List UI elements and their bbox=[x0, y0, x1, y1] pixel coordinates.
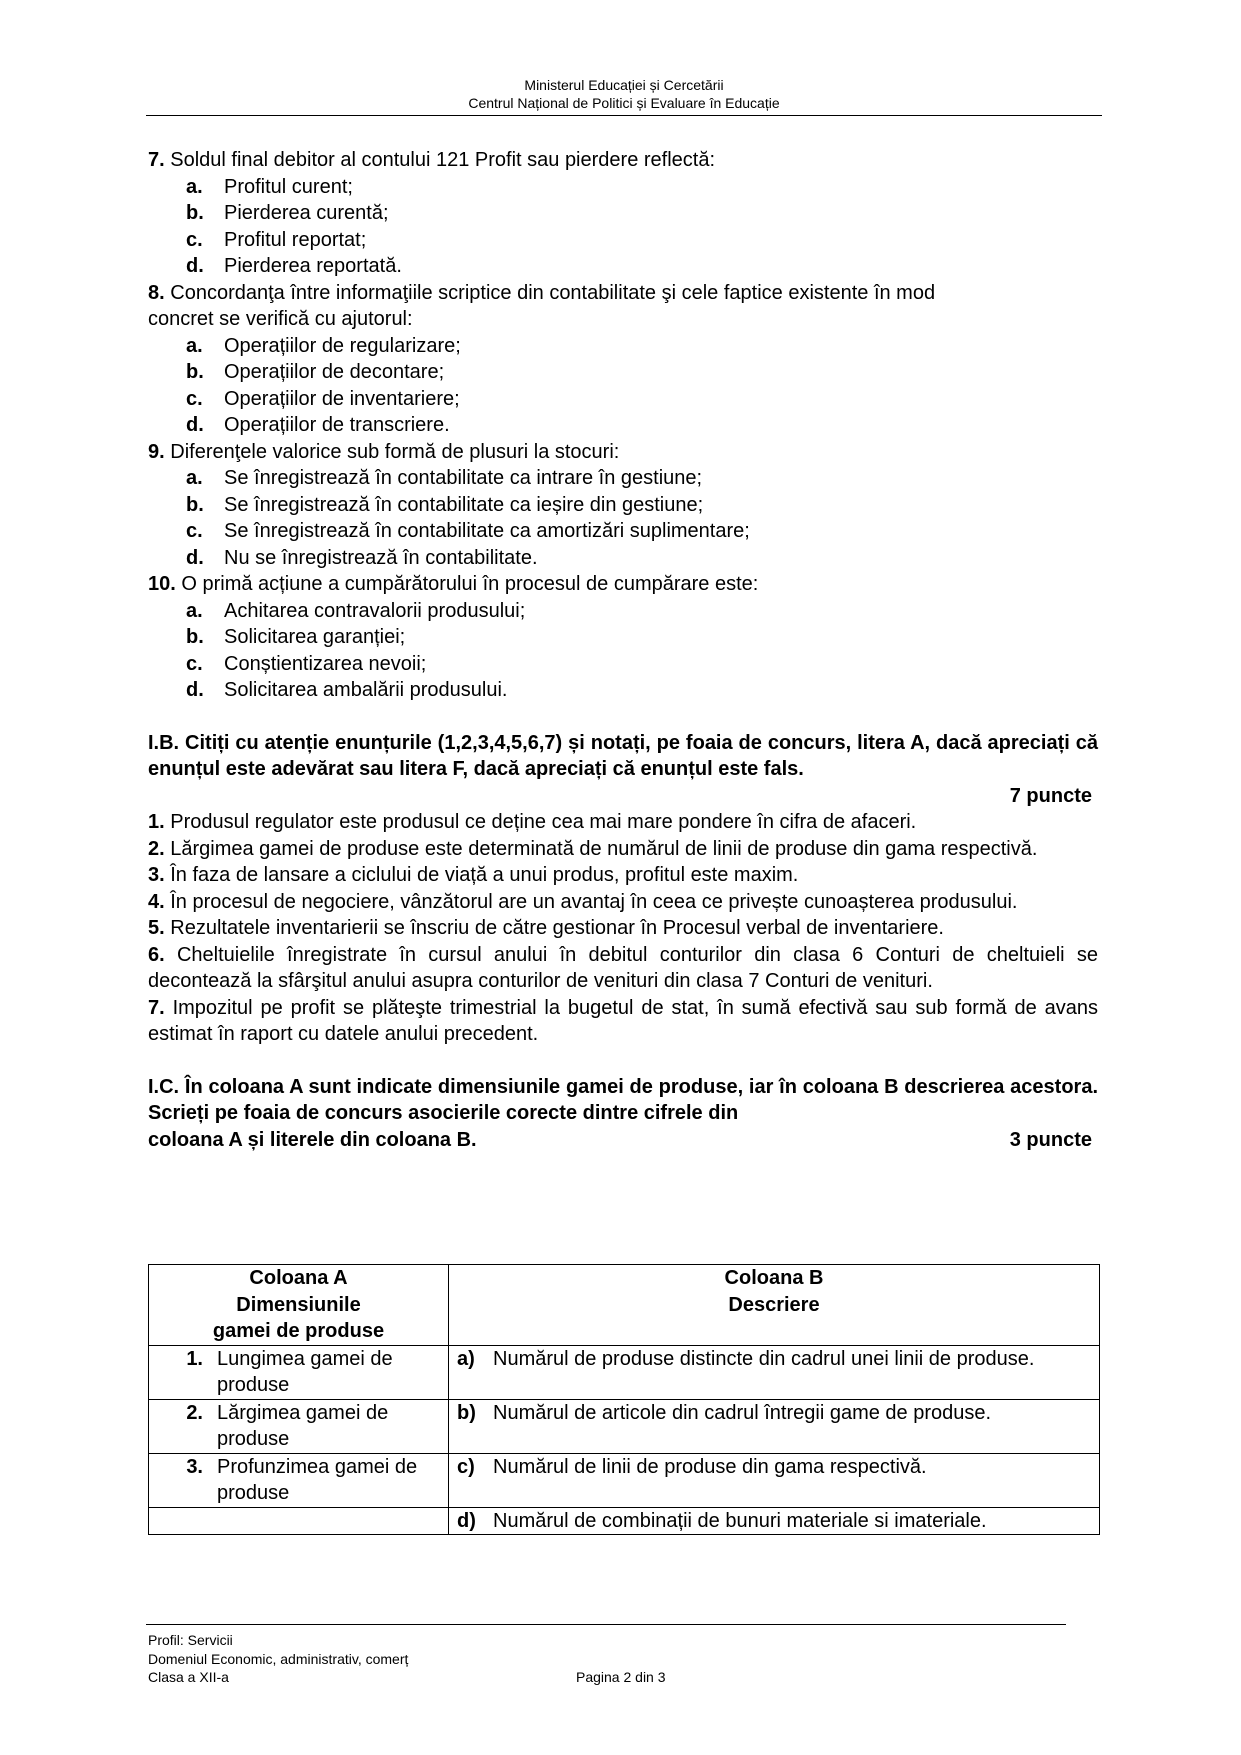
footer-divider bbox=[146, 1624, 1066, 1625]
column-a-header bbox=[149, 1265, 449, 1346]
option-text: Se înregistrează în contabilitate ca ieșire din gestiune; bbox=[224, 493, 704, 516]
statement bbox=[148, 995, 1098, 1048]
statement bbox=[148, 836, 1098, 863]
statement-text: Produsul regulator este produsul ce deține cea mai mare pondere în cifra de afaceri. bbox=[170, 811, 917, 833]
option bbox=[148, 253, 1098, 280]
question-number: 7. bbox=[148, 149, 165, 171]
option bbox=[148, 465, 1098, 492]
footer-class: Clasa a XII-a bbox=[148, 1669, 229, 1685]
header-center: Centrul Național de Politici și Evaluare în Educație bbox=[468, 95, 780, 111]
option-text: Solicitarea ambalării produsului. bbox=[224, 679, 508, 701]
item-letter: d) bbox=[457, 1509, 476, 1532]
question-10 bbox=[148, 571, 1098, 704]
option-letter: c. bbox=[186, 520, 203, 542]
option-letter: d. bbox=[186, 255, 204, 277]
column-a-cell bbox=[149, 1345, 449, 1399]
option-letter: b. bbox=[186, 626, 204, 648]
section-ic bbox=[148, 1074, 1098, 1154]
option-text: Se înregistrează în contabilitate ca amortizări suplimentare; bbox=[224, 520, 750, 542]
header-ministry: Ministerul Educației și Cercetării bbox=[524, 77, 724, 93]
page-number: Pagina 2 din 3 bbox=[576, 1669, 666, 1685]
statement-number: 7. bbox=[148, 996, 165, 1019]
option bbox=[148, 651, 1098, 678]
statement-text: În faza de lansare a ciclului de viață a unui produs, profitul este maxim. bbox=[170, 864, 799, 886]
option-letter: d. bbox=[186, 679, 204, 701]
option bbox=[148, 333, 1098, 360]
table-row bbox=[149, 1453, 1100, 1507]
option bbox=[148, 518, 1098, 545]
question-text-continued: concret se verifică cu ajutorul: bbox=[148, 308, 413, 330]
page-header bbox=[146, 76, 1102, 112]
option-text: Solicitarea garanției; bbox=[224, 626, 406, 648]
column-a-cell bbox=[149, 1507, 449, 1535]
option-text: Pierderea curentă; bbox=[224, 202, 389, 224]
section-ic-points: 3 puncte bbox=[1009, 1128, 1092, 1151]
table-row bbox=[149, 1507, 1100, 1535]
option-text: Profitul curent; bbox=[224, 175, 353, 198]
option bbox=[148, 386, 1098, 413]
table-row bbox=[149, 1345, 1100, 1399]
item-letter: a) bbox=[457, 1347, 475, 1370]
option bbox=[148, 624, 1098, 651]
option-text: Achitarea contravalorii produsului; bbox=[224, 599, 526, 622]
question-8 bbox=[148, 280, 1098, 439]
statement bbox=[148, 942, 1098, 995]
option-text: Se înregistrează în contabilitate ca intrare în gestiune; bbox=[224, 467, 703, 489]
column-b-cell bbox=[449, 1453, 1100, 1507]
item-text: Lungimea gamei de produse bbox=[217, 1347, 393, 1396]
question-text: Soldul final debitor al contului 121 Profit sau pierdere reflectă: bbox=[170, 149, 716, 171]
option bbox=[148, 412, 1098, 439]
option bbox=[148, 598, 1098, 625]
option-letter: c. bbox=[186, 652, 203, 675]
section-ib bbox=[148, 730, 1098, 1048]
statement bbox=[148, 889, 1098, 916]
option bbox=[148, 200, 1098, 227]
option-letter: d. bbox=[186, 414, 204, 436]
question-number: 10. bbox=[148, 573, 176, 595]
question-7 bbox=[148, 147, 1098, 280]
statement-number: 1. bbox=[148, 811, 165, 833]
header-divider bbox=[146, 115, 1102, 116]
option-text: Operațiilor de decontare; bbox=[224, 361, 445, 383]
statement-number: 5. bbox=[148, 917, 165, 939]
option-text: Profitul reportat; bbox=[224, 228, 367, 251]
item-letter: b) bbox=[457, 1401, 476, 1424]
header-line: Coloana A bbox=[249, 1267, 348, 1289]
column-a-cell bbox=[149, 1453, 449, 1507]
option bbox=[148, 492, 1098, 519]
option-letter: a. bbox=[186, 334, 203, 357]
item-text: Profunzimea gamei de produse bbox=[217, 1455, 418, 1504]
document-body bbox=[148, 147, 1098, 1153]
section-ic-heading: I.C. În coloana A sunt indicate dimensiunile gamei de produse, iar în coloana B descrierea acestora. Scrieți pe foaia de concurs asocierile corecte dintre cifrele din bbox=[148, 1075, 1098, 1124]
column-b-cell bbox=[449, 1399, 1100, 1453]
header-line: gamei de produse bbox=[212, 1320, 385, 1342]
header-line: Dimensiunile bbox=[236, 1293, 361, 1316]
option-letter: c. bbox=[186, 228, 203, 251]
statement-number: 2. bbox=[148, 837, 165, 860]
statement-number: 4. bbox=[148, 890, 165, 913]
item-number: 1. bbox=[186, 1347, 203, 1370]
question-number: 9. bbox=[148, 440, 165, 463]
table-row bbox=[149, 1399, 1100, 1453]
column-b-header bbox=[449, 1265, 1100, 1346]
option-letter: c. bbox=[186, 387, 203, 410]
option bbox=[148, 677, 1098, 704]
option bbox=[148, 174, 1098, 201]
option-text: Nu se înregistrează în contabilitate. bbox=[224, 546, 538, 569]
item-description: Numărul de produse distincte din cadrul unei linii de produse. bbox=[493, 1347, 1035, 1370]
item-description: Numărul de combinații de bunuri materiale si imateriale. bbox=[493, 1509, 987, 1532]
statement bbox=[148, 862, 1098, 889]
option-text: Operațiilor de transcriere. bbox=[224, 414, 450, 436]
question-9 bbox=[148, 439, 1098, 572]
option-letter: a. bbox=[186, 599, 203, 622]
option-letter: b. bbox=[186, 361, 204, 383]
question-text: Concordanţa între informaţiile scriptice din contabilitate şi cele faptice existente în mod bbox=[170, 281, 936, 304]
statement-number: 3. bbox=[148, 864, 165, 886]
statement-text: Lărgimea gamei de produse este determinată de numărul de linii de produse din gama respectivă. bbox=[170, 837, 1038, 860]
option bbox=[148, 359, 1098, 386]
column-b-cell bbox=[449, 1507, 1100, 1535]
item-text: Lărgimea gamei de produse bbox=[217, 1401, 389, 1450]
statement-text: În procesul de negociere, vânzătorul are un avantaj în ceea ce privește cunoașterea produsului. bbox=[170, 890, 1018, 913]
spacer bbox=[148, 1048, 1098, 1074]
table-header-row bbox=[149, 1265, 1100, 1346]
section-ib-heading: I.B. Citiți cu atenție enunțurile (1,2,3,4,5,6,7) și notați, pe foaia de concurs, litera A, dacă apreciați că enunțul este adevărat sau litera F, dacă apreciați că enunțul este fals. bbox=[148, 731, 1098, 780]
item-letter: c) bbox=[457, 1455, 475, 1478]
spacer bbox=[148, 704, 1098, 730]
option-letter: b. bbox=[186, 493, 204, 516]
page-footer bbox=[148, 1631, 1068, 1687]
question-number: 8. bbox=[148, 281, 165, 304]
option-text: Operațiilor de inventariere; bbox=[224, 387, 460, 410]
option-letter: d. bbox=[186, 546, 204, 569]
option-text: Pierderea reportată. bbox=[224, 255, 402, 277]
footer-profile: Profil: Servicii bbox=[148, 1632, 233, 1648]
option-letter: a. bbox=[186, 467, 203, 489]
statement-text: Rezultatele inventarierii se înscriu de către gestionar în Procesul verbal de inventariere. bbox=[170, 917, 944, 939]
section-ic-heading-end: coloana A și literele din coloana B. bbox=[148, 1128, 477, 1151]
statement bbox=[148, 809, 1098, 836]
footer-last-row bbox=[148, 1668, 1068, 1687]
option-text: Conștientizarea nevoii; bbox=[224, 652, 427, 675]
option-text: Operațiilor de regularizare; bbox=[224, 334, 461, 357]
section-ib-points: 7 puncte bbox=[1009, 784, 1092, 807]
item-number: 2. bbox=[186, 1401, 203, 1424]
item-number: 3. bbox=[186, 1455, 203, 1478]
statement-number: 6. bbox=[148, 943, 165, 966]
statement-text: Impozitul pe profit se plăteşte trimestrial la bugetul de stat, în sumă efectivă sau sub formă de avans estimat în raport cu datele anului precedent. bbox=[148, 996, 1098, 1045]
column-a-cell bbox=[149, 1399, 449, 1453]
item-description: Numărul de articole din cadrul întregii game de produse. bbox=[493, 1401, 992, 1424]
column-b-cell bbox=[449, 1345, 1100, 1399]
header-line: Coloana B bbox=[724, 1267, 824, 1289]
option-letter: a. bbox=[186, 175, 203, 198]
section-ic-heading-last-line bbox=[148, 1127, 1098, 1154]
statement bbox=[148, 915, 1098, 942]
option bbox=[148, 227, 1098, 254]
item-description: Numărul de linii de produse din gama respectivă. bbox=[493, 1455, 927, 1478]
option bbox=[148, 545, 1098, 572]
header-line: Descriere bbox=[728, 1293, 820, 1316]
question-text: Diferenţele valorice sub formă de plusuri la stocuri: bbox=[170, 440, 620, 463]
statement-text: Cheltuielile înregistrate în cursul anului în debitul conturilor din clasa 6 Conturi de cheltuieli se decontează la sfârşitul anului asupra conturilor de venituri din clasa 7 Conturi de venituri. bbox=[148, 943, 1098, 992]
question-text: O primă acțiune a cumpărătorului în procesul de cumpărare este: bbox=[181, 573, 759, 595]
matching-table bbox=[148, 1264, 1100, 1535]
footer-domain: Domeniul Economic, administrativ, comerț bbox=[148, 1650, 409, 1667]
option-letter: b. bbox=[186, 202, 204, 224]
